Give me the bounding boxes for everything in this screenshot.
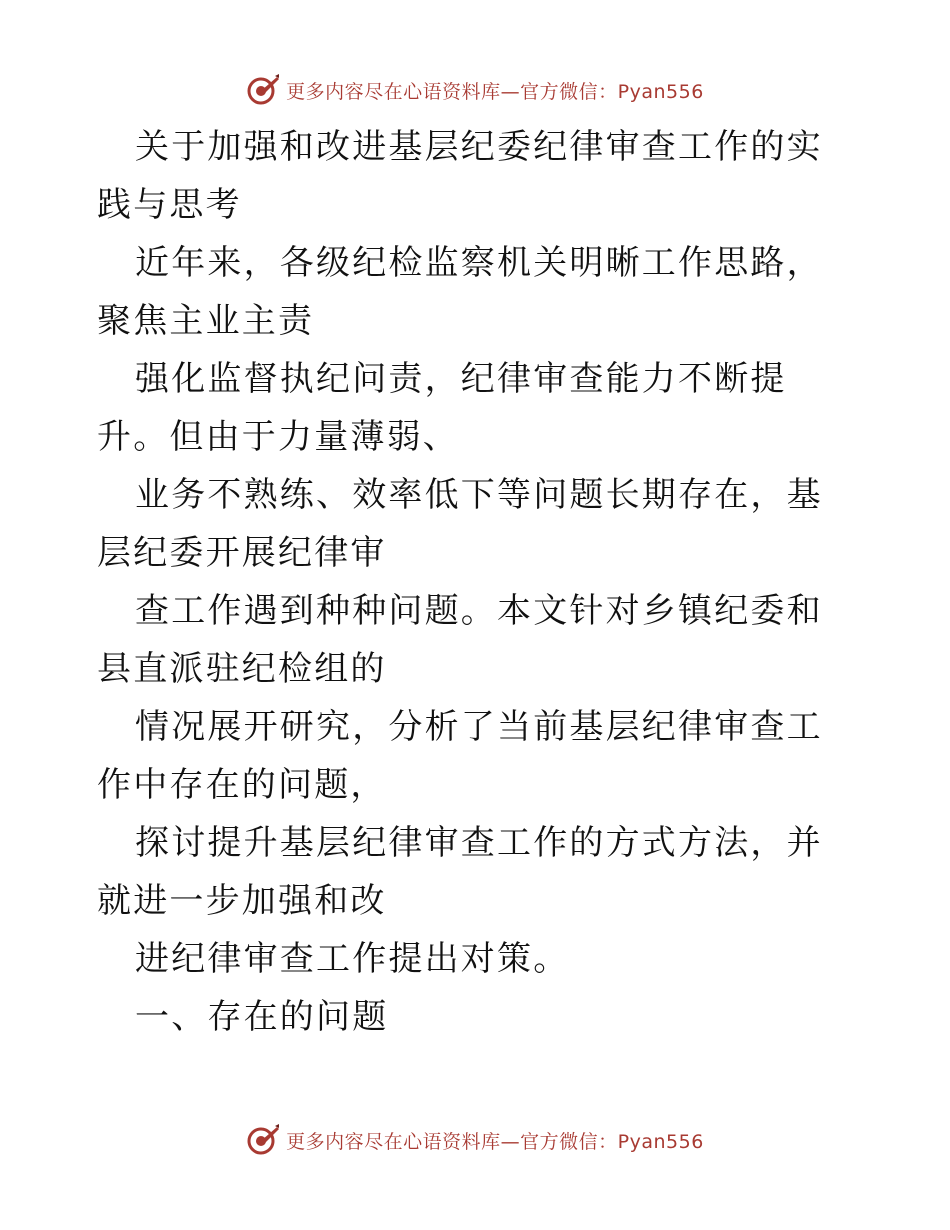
footer-banner-text: 更多内容尽在心语资料库—官方微信：Pyan556 xyxy=(286,1130,704,1153)
pen-circle-logo-icon xyxy=(246,1123,280,1157)
paragraph: 强化监督执纪问责，纪律审查能力不断提升。但由于力量薄弱、 xyxy=(97,359,787,457)
pen-circle-logo-icon xyxy=(246,73,280,107)
document-body xyxy=(97,118,853,1046)
section-heading: 一、存在的问题 xyxy=(135,997,389,1037)
paragraph: 查工作遇到种种问题。本文针对乡镇纪委和县直派驻纪检组的 xyxy=(97,591,823,689)
header-banner-text: 更多内容尽在心语资料库—官方微信：Pyan556 xyxy=(286,80,704,103)
footer-banner xyxy=(0,1120,950,1160)
paragraph: 探讨提升基层纪律审查工作的方式方法，并就进一步加强和改 xyxy=(97,823,823,921)
header-banner xyxy=(0,70,950,110)
paragraph: 进纪律审查工作提出对策。 xyxy=(135,939,570,979)
paragraph: 近年来，各级纪检监察机关明晰工作思路，聚焦主业主责 xyxy=(97,243,823,341)
paragraph: 业务不熟练、效率低下等问题长期存在，基层纪委开展纪律审 xyxy=(97,475,823,573)
paragraph: 情况展开研究，分析了当前基层纪律审查工作中存在的问题， xyxy=(97,707,823,805)
document-title: 关于加强和改进基层纪委纪律审查工作的实践与思考 xyxy=(97,127,823,225)
